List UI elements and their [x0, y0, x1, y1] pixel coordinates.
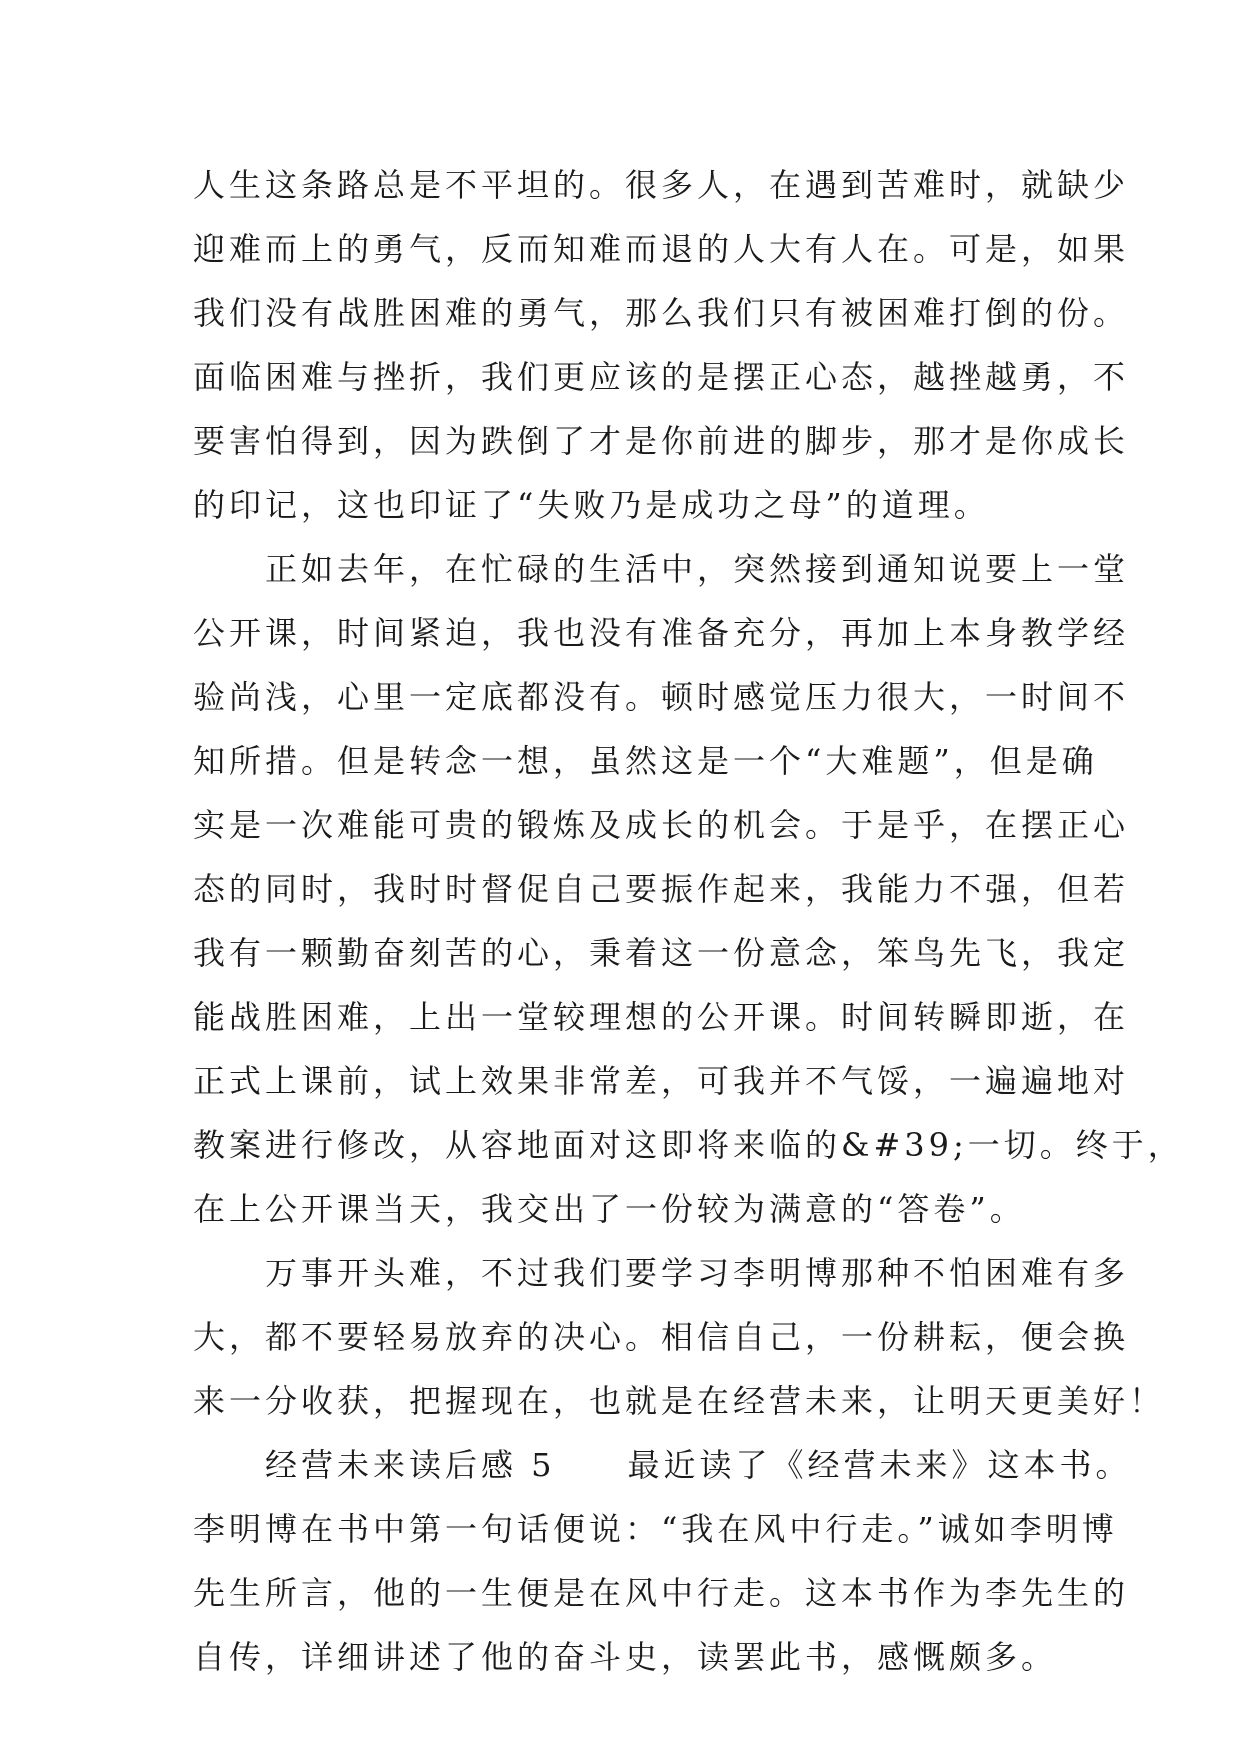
text-line: 能战胜困难，上出一堂较理想的公开课。时间转瞬即逝，在	[193, 998, 1130, 1036]
text-line: 万事开头难，不过我们要学习李明博那种不怕困难有多	[193, 1254, 1130, 1292]
text-line: 人生这条路总是不平坦的。很多人，在遇到苦难时，就缺少	[193, 166, 1130, 204]
text-line: 自传，详细讲述了他的奋斗史，读罢此书，感慨颇多。	[193, 1638, 1058, 1676]
text-line: 验尚浅，心里一定底都没有。顿时感觉压力很大，一时间不	[193, 678, 1130, 716]
text-line: 的印记，这也印证了“失败乃是成功之母”的道理。	[193, 486, 990, 524]
text-line: 先生所言，他的一生便是在风中行走。这本书作为李先生的	[193, 1574, 1130, 1612]
text-line: 李明博在书中第一句话便说：“我在风中行走。”诚如李明博	[193, 1510, 1118, 1548]
text-line: 我们没有战胜困难的勇气，那么我们只有被困难打倒的份。	[193, 294, 1130, 332]
text-line: 来一分收获，把握现在，也就是在经营未来，让明天更美好！	[193, 1382, 1166, 1420]
text-line: 教案进行修改，从容地面对这即将来临的&#39;一切。终于，	[193, 1126, 1184, 1164]
text-line: 正如去年，在忙碌的生活中，突然接到通知说要上一堂	[193, 550, 1130, 588]
text-line: 实是一次难能可贵的锻炼及成长的机会。于是乎，在摆正心	[193, 806, 1130, 844]
text-line: 在上公开课当天，我交出了一份较为满意的“答卷”。	[193, 1190, 1026, 1228]
text-line: 知所措。但是转念一想，虽然这是一个“大难题”，但是确	[193, 742, 1098, 780]
text-line: 要害怕得到，因为跌倒了才是你前进的脚步，那才是你成长	[193, 422, 1130, 460]
text-line: 面临困难与挫折，我们更应该的是摆正心态，越挫越勇，不	[193, 358, 1130, 396]
text-line: 大，都不要轻易放弃的决心。相信自己，一份耕耘，便会换	[193, 1318, 1130, 1356]
document-page	[193, 153, 1184, 1689]
text-line: 经营未来读后感 5 最近读了《经营未来》这本书。	[193, 1446, 1132, 1484]
text-line: 迎难而上的勇气，反而知难而退的人大有人在。可是，如果	[193, 230, 1130, 268]
text-line: 我有一颗勤奋刻苦的心，秉着这一份意念，笨鸟先飞，我定	[193, 934, 1130, 972]
text-line: 态的同时，我时时督促自己要振作起来，我能力不强，但若	[193, 870, 1130, 908]
text-line: 公开课，时间紧迫，我也没有准备充分，再加上本身教学经	[193, 614, 1130, 652]
text-line: 正式上课前，试上效果非常差，可我并不气馁，一遍遍地对	[193, 1062, 1130, 1100]
